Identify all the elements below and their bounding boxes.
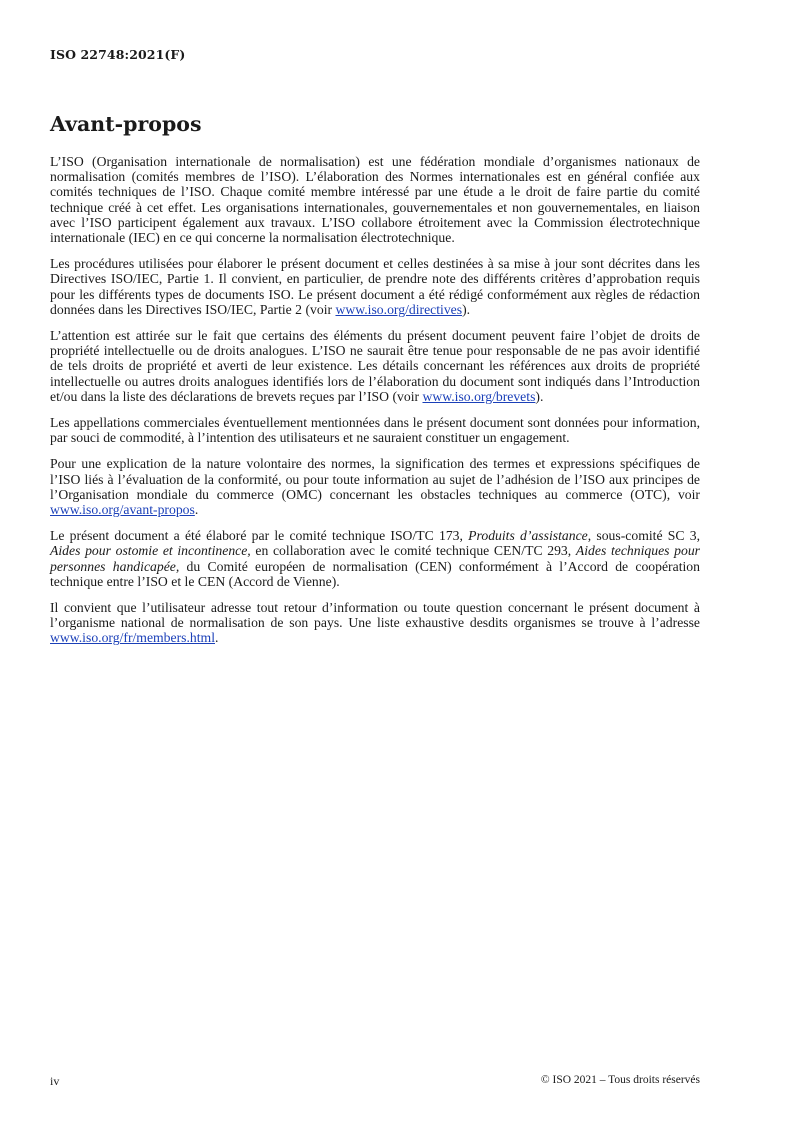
paragraph-feedback-text: Il convient que l’utilisateur adresse tout retour d’information ou toute question concernant le présent document à l’organisme national de normalisation de son pays. Une liste exhaustive desdits organismes se trouve à l’adresse [50,600,700,631]
link-iso-directives[interactable]: www.iso.org/directives [335,301,463,317]
paragraph-procedures [50,256,700,317]
paragraph-patents-text: L’attention est attirée sur le fait que certains des éléments du présent document peuvent faire l’objet de droits de propriété intellectuelle ou de droits analogues. L’ISO ne saurait être tenue pour responsable de ne pas avoir identifié de tels droits de propriété et averti de leur existence. Les détails concernant les références aux droits de propriété intellectuelle ou autres droits analogues identifiés lors de l’élaboration du document sont indiqués dans l’Introduction et/ou dans la liste des déclarations de brevets reçues par l’ISO (voir [50,328,700,404]
page-title: Avant-propos [50,112,202,136]
paragraph-trade-names: Les appellations commerciales éventuellement mentionnées dans le présent document sont données pour information, par souci de commodité, à l’intention des utilisateurs et ne sauraient constituer un engagement. [50,415,700,446]
foreword-body [50,154,700,657]
paragraph-voluntary-end: . [194,502,199,518]
paragraph-patents-end: ). [535,388,544,404]
paragraph-iso-intro: L’ISO (Organisation internationale de normalisation) est une fédération mondiale d’organismes nationaux de normalisation (comités membres de l’ISO). L’élaboration des Normes internationales est en général confiée aux comités techniques de l’ISO. Chaque comité membre intéressé par une étude a le droit de faire partie du comité technique créé à cet effet. Les organisations internationales, gouvernementales et non gouvernementales, en liaison avec l’ISO participent également aux travaux. L’ISO collabore étroitement avec la Commission électrotechnique internationale (IEC) en ce qui concerne la normalisation électrotechnique. [50,154,700,246]
paragraph-procedures-text: Les procédures utilisées pour élaborer le présent document et celles destinées à sa mise à jour sont décrites dans les Directives ISO/IEC, Partie 1. Il convient, en particulier, de prendre note des différents critères d’approbation requis pour les différents types de documents ISO. Le présent document a été rédigé conformément aux règles de rédaction données dans les Directives ISO/IEC, Partie 2 (voir [50,256,700,317]
committee-text-c: en collaboration avec le comité technique CEN/TC 293, [250,543,576,559]
committee-text-d: du Comité européen de normalisation (CEN) conformément à l’Accord de coopération technique entre l’ISO et le CEN (Accord de Vienne). [50,558,700,589]
committee-text-b: , sous-comité SC 3, [587,528,700,544]
committee-title-tc173: Produits d’assistance [468,528,588,544]
paragraph-feedback-end: . [215,630,219,646]
committee-title-cen-tc293: Aides techniques pour personnes handicapée, [50,543,701,574]
document-id-header: ISO 22748:2021(F) [50,47,186,62]
link-iso-brevets[interactable]: www.iso.org/brevets [422,388,536,404]
page-number: iv [50,1074,60,1088]
copyright-notice: © ISO 2021 – Tous droits réservés [540,1074,700,1086]
committee-title-sc3: Aides pour ostomie et incontinence, [50,543,251,559]
paragraph-committee [50,528,700,589]
committee-text-a: Le présent document a été élaboré par le comité technique ISO/TC 173, [50,528,469,544]
paragraph-voluntary-text: Pour une explication de la nature volontaire des normes, la signification des termes et expressions spécifiques de l’ISO liés à l’évaluation de la conformité, ou pour toute information au sujet de l’adhésion de l’ISO aux principes de l’Organisation mondiale du commerce (OMC) concernant les obstacles techniques au commerce (OTC), voir [50,456,700,502]
paragraph-voluntary-nature [50,456,700,517]
paragraph-feedback [50,600,700,646]
paragraph-procedures-end: ). [462,301,471,317]
link-iso-avant-propos[interactable]: www.iso.org/avant-propos [50,502,195,518]
paragraph-patents [50,328,700,404]
link-iso-members[interactable]: www.iso.org/fr/members.html [50,630,215,646]
